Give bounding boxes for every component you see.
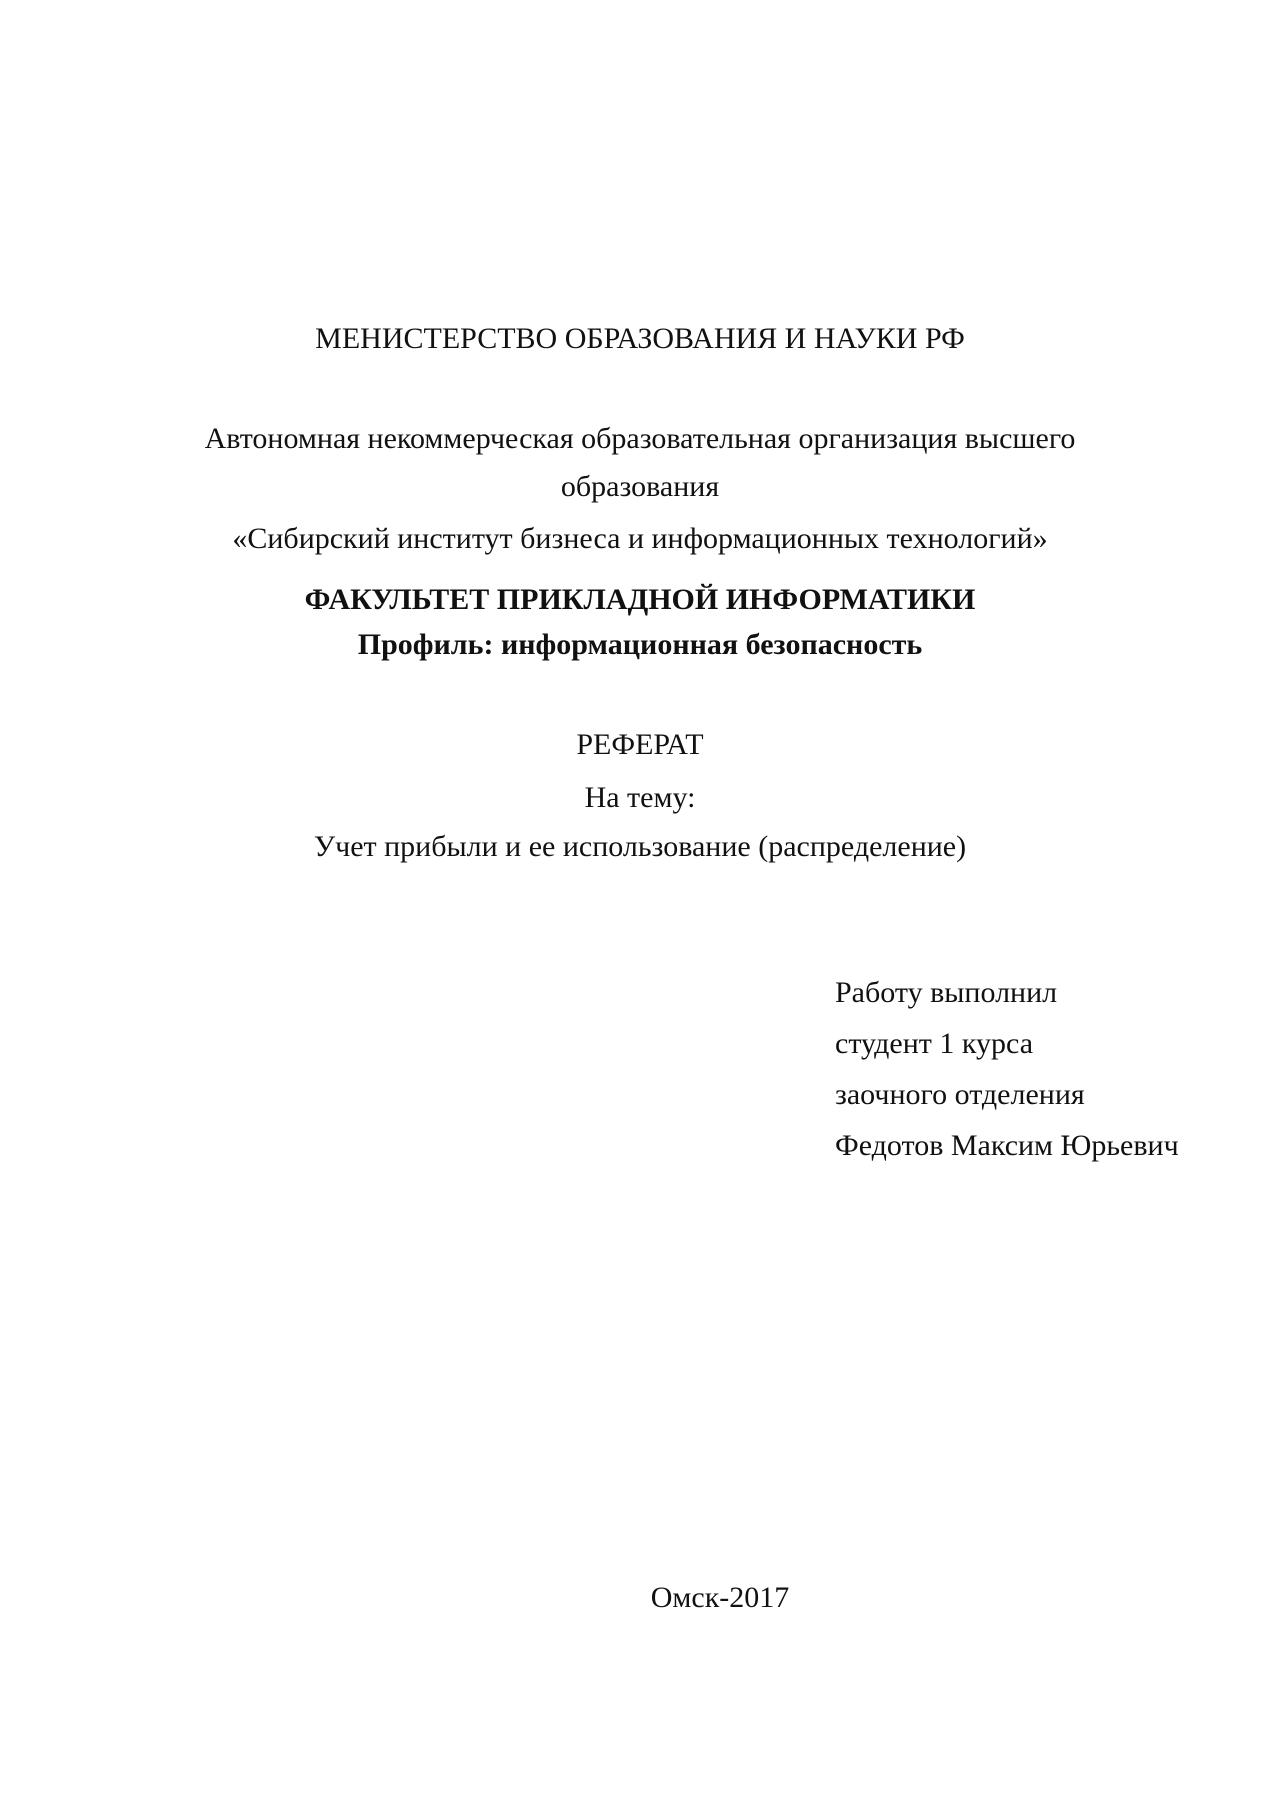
- organization-line-1: Автономная некоммерческая образовательная организация высшего: [204, 422, 1076, 455]
- topic-title: Учет прибыли и ее использование (распределение): [313, 830, 967, 863]
- author-block: [835, 975, 1255, 1179]
- author-line-1: Работу выполнил: [835, 976, 1058, 1009]
- faculty-name: ФАКУЛЬТЕТ ПРИКЛАДНОЙ ИНФОРМАТИКИ: [304, 583, 976, 616]
- topic-label: На тему:: [584, 781, 696, 814]
- author-line-3: заочного отделения: [835, 1078, 1085, 1111]
- document-type: РЕФЕРАТ: [576, 728, 704, 761]
- institute-name: «Сибирский институт бизнеса и информационных технологий»: [232, 522, 1048, 555]
- profile-line: Профиль: информационная безопасность: [357, 628, 923, 661]
- organization-line-2: образования: [560, 470, 720, 503]
- author-line-2: студент 1 курса: [835, 1027, 1034, 1060]
- city-year: Омск-2017: [650, 1581, 790, 1614]
- author-name: Федотов Максим Юрьевич: [835, 1129, 1179, 1162]
- ministry-header: МЕНИСТЕРСТВО ОБРАЗОВАНИЯ И НАУКИ РФ: [315, 322, 965, 355]
